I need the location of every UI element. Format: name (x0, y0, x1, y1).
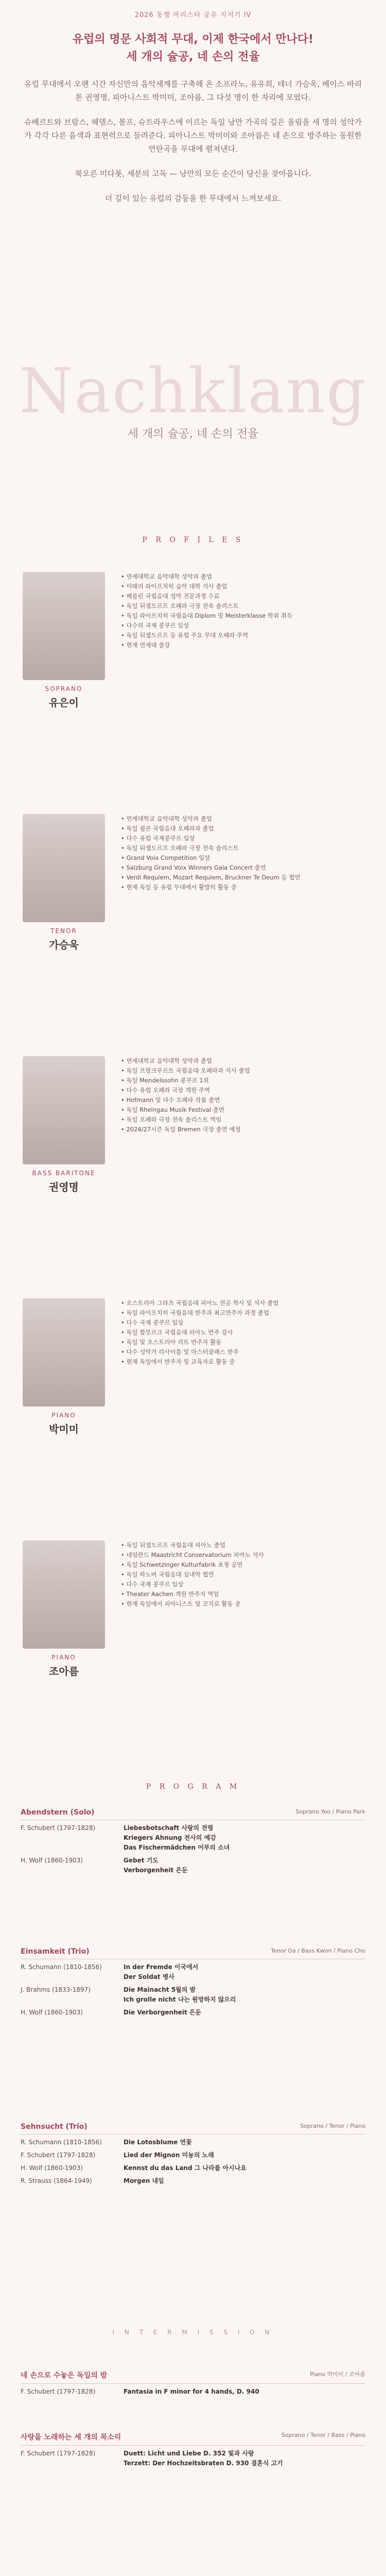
program-row (21, 2384, 365, 2397)
work-title: Fantasia in F minor for 4 hands, D. 940 (124, 2388, 259, 2395)
work-title: Der Soldat 병사 (124, 1973, 174, 1980)
program-row (21, 2160, 365, 2173)
work-title: Die Lotosblume 연꽃 (124, 2139, 192, 2146)
profile-card (0, 804, 386, 1072)
bio-line: • 다수 성악가 리사이틀 및 마스터클래스 반주 (121, 1348, 239, 1355)
bio-line: • 현재 독일 등 유럽 무대에서 활발히 활동 중 (121, 884, 237, 891)
profile-photo (23, 1540, 105, 1649)
bio-line: • 독일 뒤셀도르프 등 유럽 주요 무대 오페라 주역 (121, 632, 249, 639)
headline-line-1: 유럽의 명문 사회적 무대, 이제 한국에서 만나다! (72, 33, 314, 46)
profile-role: PIANO (51, 1654, 76, 1661)
profile-card (0, 1530, 386, 1798)
program-title (21, 1808, 365, 1820)
profile-photo (23, 1056, 105, 1164)
profile-role: TENOR (50, 927, 77, 935)
bio-line: • 독일 Rheingau Musik Festival 출연 (121, 1106, 224, 1113)
intro-paragraph: 슈베르트와 브람스, 헤델스, 볼프, 슈트라우스에 이르는 독일 낭만 가곡의 깊은 울림을 세 명의 성악가가 각각 다른 음색과 표현력으로 들려준다. 피아니스트 박미미와 조아름은 네 손으로 방주하는 동원한 연탄곡을 무대에 펼쳐낸다. (24, 117, 362, 154)
profile-photo (23, 814, 105, 922)
work-title: Gebet 기도 (124, 1857, 159, 1864)
headline (0, 31, 386, 66)
program-row (21, 2005, 365, 2018)
works (124, 2449, 365, 2468)
bio-line: • 독일 Mendelssohn 콩쿠르 1위 (121, 1077, 209, 1084)
bio-line: • Salzburg Grand Voix Winners Gala Concert 출연 (121, 864, 266, 871)
bio-line: • 독일 라이프치히 국립음대 Diplom 및 Meisterklasse 학위 취득 (121, 612, 293, 619)
program-title (21, 2370, 365, 2384)
work-title: Liebesbotschaft 사랑의 전령 (124, 1824, 214, 1832)
intro-paragraph: 더 깊이 있는 유럽의 감동을 한 무대에서 느껴보세요. (104, 194, 282, 203)
profile-name: 가승욱 (49, 939, 79, 951)
program-block (21, 2123, 365, 2186)
profile-role: SOPRANO (45, 685, 83, 692)
works (124, 1962, 365, 1982)
works (124, 2176, 365, 2186)
work-title: Die Verborgenheit 은둔 (124, 2009, 201, 2016)
program-block (21, 2370, 365, 2397)
program-row (21, 2173, 365, 2186)
work-title: Kennst du das Land 그 나라를 아시나요 (124, 2164, 247, 2172)
program-title-text: Abendstern (Solo) (21, 1808, 95, 1817)
program-title-text: 네 손으로 수놓은 독일의 밤 (21, 2371, 108, 2380)
profile-name: 박미미 (49, 1423, 79, 1435)
bio-line: • 현재 독일에서 반주자 및 교육자로 활동 중 (121, 1358, 235, 1365)
composer: H. Wolf (1860-1903) (21, 2164, 83, 2172)
top-tag: 2026 동행 바리스타 공유 지저기 IV (134, 11, 252, 19)
works (124, 1856, 365, 1875)
bio-line: • 다수 국제 콩쿠르 입상 (121, 1581, 184, 1588)
bio-line: • 독일 Schwetzinger Kulturfabrik 초청 공연 (121, 1561, 243, 1568)
work-title: In der Fremde 이국에서 (124, 1963, 199, 1971)
bio-line: • 다수 유럽 오페라 극장 객원 주역 (121, 1087, 210, 1094)
hero-subtitle: 세 개의 슐공, 네 손의 전율 (127, 428, 259, 440)
bio-line: • 이태리 라이프치히 음악 대학 석사 졸업 (121, 583, 227, 590)
bio-line: • 독일 뒤셀도르프 오페라 극장 전속 솔리스트 (121, 844, 239, 852)
program-block (21, 1808, 365, 1875)
program-title (21, 2432, 365, 2446)
bio-line: • 연세대학교 음악대학 성악과 졸업 (121, 815, 212, 822)
profile-bio (121, 814, 368, 892)
profile-name: 권영명 (49, 1181, 79, 1193)
profiles-heading: P R O F I L E S (142, 536, 244, 544)
composer: R. Schumann (1810-1856) (21, 2139, 102, 2146)
work-title: Terzett: Der Hochzeitsbraten D. 930 결혼식 고기 (124, 2460, 283, 2467)
program-heading: P R O G R A M (146, 1783, 240, 1791)
profile-bio (121, 1056, 368, 1134)
bio-line: • 베를린 국립음대 성악 전문과정 수료 (121, 592, 220, 600)
profile-photo (23, 572, 105, 680)
profile-role: PIANO (51, 1412, 76, 1419)
profile-name: 유은이 (49, 697, 79, 709)
program-performers: Soprano / Tenor / Bass / Piano (281, 2432, 365, 2438)
intermission: I N T E R M I S S I O N (112, 2329, 274, 2336)
bio-line: • 현재 연세대 출강 (121, 641, 170, 649)
profile-name: 조아름 (49, 1665, 79, 1677)
works (124, 2008, 365, 2018)
composer: R. Strauss (1864-1949) (21, 2177, 92, 2184)
bio-line: • 연세대학교 음악대학 성악과 졸업 (121, 1057, 212, 1064)
program-block (21, 2432, 365, 2468)
composer: H. Wolf (1860-1903) (21, 2009, 83, 2016)
bio-line: • 독일 하노버 국립음대 실내악 협연 (121, 1571, 214, 1578)
profile-card (0, 1046, 386, 1314)
composer: J. Brahms (1833-1897) (21, 1986, 91, 1993)
hero-title: Nachklang (19, 355, 367, 427)
bio-line: • 다수 유럽 국제콩쿠르 입상 (121, 835, 195, 842)
work-title: Die Mainacht 5월의 밤 (124, 1986, 196, 1993)
bio-line: • 오스트리아 그라츠 국립음대 피아노 전공 학사 및 석사 졸업 (121, 1299, 279, 1307)
works (124, 2163, 365, 2173)
program-title-text: 사랑을 노래하는 세 개의 목소리 (21, 2433, 121, 2442)
work-title: Duett: Licht und Liebe D. 352 빛과 사랑 (124, 2450, 254, 2457)
bio-line: • Theater Aachen 객원 반주자 역임 (121, 1590, 219, 1598)
bio-line: • 다수 국제 콩쿠르 입상 (121, 1319, 184, 1326)
bio-line: • Hofmann 및 다수 오페라 작품 출연 (121, 1096, 220, 1104)
program-row (21, 1820, 365, 1853)
bio-line: • 독일 프랑크푸르트 국립음대 오페라과 석사 졸업 (121, 1067, 250, 1074)
profile-bio (121, 1540, 368, 1609)
bio-line: • 다수의 국제 콩쿠르 입상 (121, 622, 189, 629)
program-title-text: Sehnsucht (Trio) (21, 2123, 87, 2131)
bio-line: • 네덜란드 Maastricht Conservatorium 피아노 석사 (121, 1551, 264, 1558)
program-row (21, 2134, 365, 2147)
bio-line: • 2024/27시즌 독일 Bremen 극장 출연 예정 (121, 1126, 241, 1133)
profile-role: BASS BARITONE (32, 1170, 96, 1177)
program-performers: Soprano / Tenor / Piano (300, 2123, 365, 2129)
bio-line: • 독일 오페라 극장 전속 솔리스트 역임 (121, 1116, 222, 1123)
bio-line: • 독일 쾰른 국립음대 오페라과 졸업 (121, 825, 214, 832)
profile-bio (121, 1298, 368, 1367)
bio-line: • Grand Voix Competition 입상 (121, 854, 210, 861)
program-row (21, 1982, 365, 2005)
program-row (21, 1959, 365, 1982)
program-title (21, 2123, 365, 2134)
composer: F. Schubert (1797-1828) (21, 1824, 96, 1832)
works (124, 2138, 365, 2147)
composer: F. Schubert (1797-1828) (21, 2450, 96, 2457)
works (124, 2150, 365, 2160)
profile-card (0, 1288, 386, 1556)
profile-photo (23, 1298, 105, 1406)
work-title: Ich grolle nicht 나는 원망하지 않으리 (124, 1996, 236, 2003)
works (124, 2387, 365, 2397)
work-title: Das Fischermädchen 어부의 소녀 (124, 1844, 230, 1851)
hero (0, 335, 386, 489)
program-performers: Piano 박미미 / 조아름 (310, 2371, 365, 2378)
work-title: Verborgenheit 은둔 (124, 1867, 188, 1874)
composer: F. Schubert (1797-1828) (21, 2151, 96, 2159)
intro (0, 77, 386, 216)
profile-card (0, 562, 386, 829)
headline-line-2: 세 개의 슐공, 네 손의 전율 (126, 50, 260, 63)
intro-paragraph: 유럽 무대에서 오랜 시간 자신만의 음악세계를 구축해 온 소프라노, 유유희, 테너 가승욱, 베이스 바리톤 권영명, 피아니스트 박미미, 조아름, 그 다섯 명이 한 자리에 모였다. (24, 79, 362, 102)
work-title: Morgen 내일 (124, 2177, 164, 2184)
work-title: Lied der Mignon 미뇽의 노래 (124, 2151, 214, 2159)
bio-line: • 현재 독일에서 피아니스트 및 코치로 활동 중 (121, 1600, 241, 1607)
program-row (21, 2147, 365, 2160)
program-block (21, 1947, 365, 2018)
works (124, 1985, 365, 2005)
profile-bio (121, 572, 368, 650)
bio-line: • Verdi Requiem, Mozart Requiem, Bruckner Te Deum 등 협연 (121, 874, 301, 881)
bio-line: • 독일 및 오스트리아 리트 반주자 활동 (121, 1338, 222, 1346)
bio-line: • 독일 라이프치히 국립음대 반주과 최고연주자 과정 졸업 (121, 1309, 269, 1316)
composer: R. Schumann (1810-1856) (21, 1963, 102, 1971)
work-title: Kriegers Ahnung 전사의 예감 (124, 1834, 216, 1841)
bio-line: • 연세대학교 음악대학 성악과 졸업 (121, 573, 212, 580)
program-title (21, 1947, 365, 1959)
works (124, 1823, 365, 1853)
bio-line: • 독일 함부르크 국립음대 피아노 반주 강사 (121, 1329, 233, 1336)
bio-line: • 독일 뒤셀도르프 국립음대 피아노 졸업 (121, 1541, 225, 1549)
program-performers: Tenor Ga / Bass Kwon / Piano Cho (271, 1947, 365, 1954)
program-row (21, 1853, 365, 1875)
program-title-text: Einsamkeit (Trio) (21, 1947, 90, 1956)
composer: F. Schubert (1797-1828) (21, 2388, 96, 2395)
bio-line: • 독일 뒤셀도르프 오페라 극장 전속 솔리스트 (121, 602, 239, 609)
intro-paragraph: 북오른 미다봇, 세분의 고독 — 낭만의 모든 순간이 당신을 찾아옵니다. (75, 169, 311, 178)
composer: H. Wolf (1860-1903) (21, 1857, 83, 1864)
program-performers: Soprano Yoo / Piano Park (295, 1808, 365, 1815)
program-row (21, 2446, 365, 2468)
